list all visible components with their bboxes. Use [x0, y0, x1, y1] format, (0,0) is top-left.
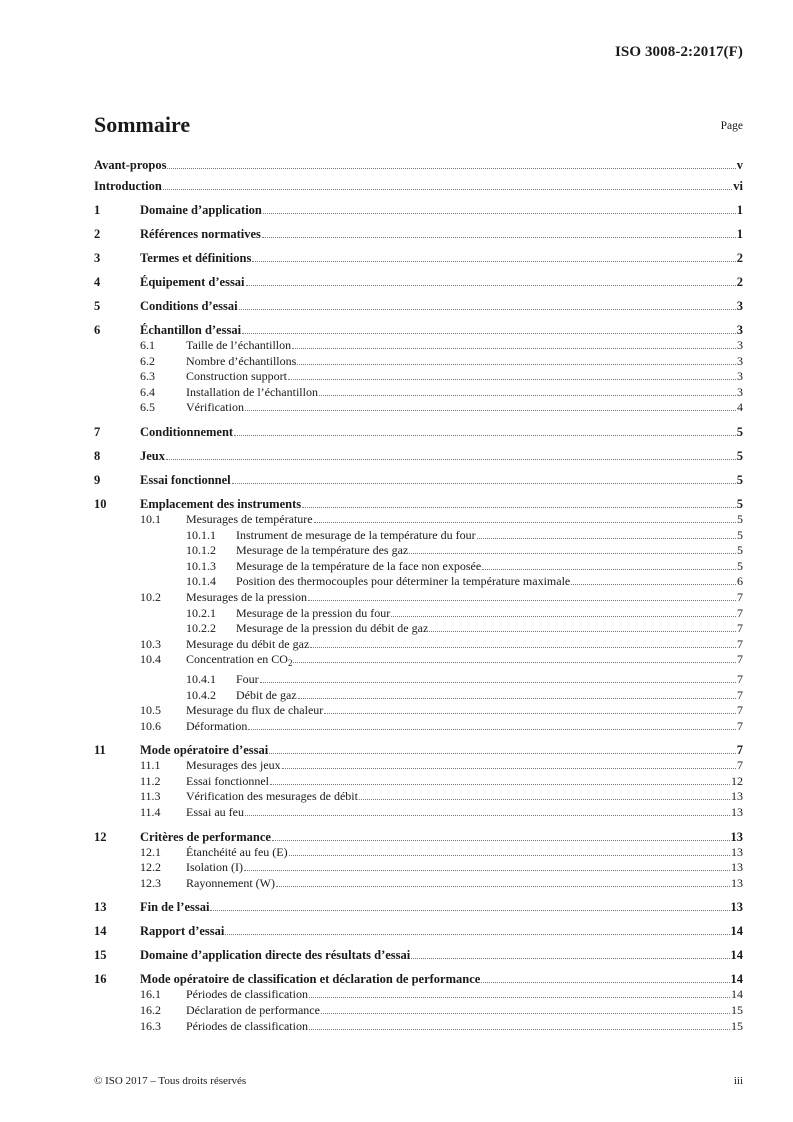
toc-entry-title-text: Critères de performance — [140, 829, 271, 844]
toc-entry-title — [94, 157, 166, 173]
toc-entry[interactable] — [94, 512, 743, 528]
toc-entry-title-text: Mode opératoire de classification et déclaration de performance — [140, 972, 481, 987]
dot-leader — [245, 815, 730, 816]
toc-entry-title — [236, 621, 428, 637]
dot-leader — [289, 855, 730, 856]
toc-entry-title — [140, 424, 233, 440]
toc-entry-title-text: Débit de gaz — [236, 687, 297, 702]
toc-entry-number: 15 — [94, 948, 107, 963]
toc-entry-title-text: Rayonnement (W) — [186, 875, 275, 890]
dot-leader — [309, 1029, 730, 1030]
toc-entry-page: 2 — [736, 251, 743, 265]
toc-entry-title — [186, 805, 244, 821]
toc-entry-number: 4 — [94, 275, 101, 289]
footer-page-number: iii — [733, 1075, 743, 1087]
toc-entry-title — [186, 845, 288, 861]
toc-entry-title-text: Domaine d’application directe des résultats d’essai — [140, 948, 411, 963]
toc-entry-page: 13 — [731, 789, 743, 804]
dot-leader — [239, 309, 736, 310]
toc-entry-title-text: Étanchéité au feu (E) — [186, 844, 288, 859]
dot-leader — [481, 982, 729, 983]
toc-entry-number: 16.1 — [140, 987, 161, 1002]
toc-entry-title-text: Mesurage de la température des gaz — [236, 543, 409, 558]
toc-entry-title-text: Nombre d’échantillons — [186, 353, 297, 368]
toc-entry[interactable] — [94, 424, 743, 440]
toc-entry-page: 3 — [736, 299, 743, 313]
toc-entry-title-text: Mesurage du flux de chaleur — [186, 703, 324, 718]
toc-entry-page: vi — [733, 179, 743, 193]
toc-entry-title — [140, 274, 245, 290]
toc-entry-page: 14 — [730, 948, 743, 963]
toc-entry-page: 13 — [731, 875, 743, 890]
toc-entry-title — [140, 971, 480, 987]
toc-entry[interactable] — [94, 606, 743, 622]
toc-entry[interactable] — [94, 157, 743, 173]
toc-entry[interactable] — [94, 385, 743, 401]
toc-entry-title — [94, 178, 162, 194]
toc-entry-title-text: Mode opératoire d’essai — [140, 743, 269, 758]
dot-leader — [288, 379, 736, 380]
dot-leader — [409, 553, 736, 554]
toc-entry-title-text: Vérification des mesurages de débit — [186, 789, 358, 804]
toc-entry[interactable] — [94, 845, 743, 861]
toc-entry[interactable] — [94, 369, 743, 385]
toc-entry-title — [186, 1019, 308, 1035]
toc-entry[interactable] — [94, 899, 743, 915]
toc-entry-number: 9 — [94, 472, 101, 487]
dot-leader — [321, 1013, 730, 1014]
toc-entry[interactable] — [94, 971, 743, 987]
toc-entry-title — [236, 574, 570, 590]
dot-leader — [319, 395, 736, 396]
toc-entry-title-text: Rapport d’essai — [140, 924, 225, 939]
toc-entry-title — [186, 774, 269, 790]
toc-entry[interactable] — [94, 354, 743, 370]
dot-leader — [244, 870, 730, 871]
toc-entry[interactable] — [94, 574, 743, 590]
toc-entry-title — [186, 719, 247, 735]
dot-leader — [391, 616, 736, 617]
toc-entry-page: 1 — [736, 203, 743, 217]
toc-entry-title — [236, 559, 481, 575]
toc-entry[interactable] — [94, 987, 743, 1003]
toc-entry[interactable] — [94, 226, 743, 242]
toc-entry-title-text: Conditions d’essai — [140, 299, 238, 313]
toc-entry-number: 11.4 — [140, 805, 161, 820]
toc-entry[interactable] — [94, 338, 743, 354]
toc-entry[interactable] — [94, 559, 743, 575]
toc-entry-title — [236, 543, 408, 559]
toc-entry[interactable] — [94, 590, 743, 606]
toc-entry-number: 6.4 — [140, 384, 155, 399]
toc-entry-page: 5 — [737, 543, 743, 558]
toc-entry-number: 10.3 — [140, 636, 161, 651]
toc-entry-page: 14 — [730, 924, 743, 939]
toc-entry[interactable] — [94, 448, 743, 464]
toc-entry-number: 2 — [94, 227, 101, 241]
toc-entry[interactable] — [94, 805, 743, 821]
toc-entry-page: 5 — [736, 496, 743, 511]
toc-entry-number: 10 — [94, 496, 107, 511]
toc-entry-page: 5 — [737, 511, 743, 526]
dot-leader — [298, 698, 736, 699]
toc-entry-title — [186, 652, 292, 672]
toc-entry-number: 10.2.1 — [186, 605, 216, 620]
toc-entry-page: 13 — [730, 900, 743, 915]
toc-entry-title-text: Mesurage de la pression du débit de gaz — [236, 621, 429, 636]
toc-entry-number: 7 — [94, 424, 101, 439]
toc-entry-page: 13 — [731, 805, 743, 820]
toc-entry-title-text: Échantillon d’essai — [140, 323, 242, 337]
toc-entry-page: 5 — [736, 448, 743, 463]
toc-entry-number: 6.2 — [140, 353, 155, 368]
toc-entry[interactable] — [94, 923, 743, 939]
toc-entry-number: 8 — [94, 448, 101, 463]
toc-entry[interactable] — [94, 322, 743, 338]
toc-entry-title-text: Déformation — [186, 718, 248, 733]
toc-entry[interactable] — [94, 742, 743, 758]
toc-entry-title-text: Avant-propos — [94, 158, 167, 172]
toc-entry-title-text: Essai fonctionnel — [140, 472, 231, 487]
toc-entry-title-text: Périodes de classification — [186, 987, 308, 1002]
toc-entry[interactable] — [94, 400, 743, 416]
toc-entry-page: 7 — [737, 758, 743, 773]
toc-entry[interactable] — [94, 789, 743, 805]
toc-entry-number: 3 — [94, 251, 101, 265]
toc-entry-title — [236, 606, 390, 622]
toc-entry-title-text: Références normatives — [140, 227, 261, 241]
toc-entry-page: 3 — [737, 353, 743, 368]
dot-leader — [272, 840, 730, 841]
toc-entry[interactable] — [94, 472, 743, 488]
footer-copyright: © ISO 2017 – Tous droits réservés — [94, 1075, 247, 1087]
dot-leader — [262, 237, 736, 238]
dot-leader — [270, 784, 730, 785]
toc-entry-title-text: Position des thermocouples pour déterminer la température maximale — [236, 574, 571, 589]
toc-entry-number: 10.4.2 — [186, 687, 216, 702]
toc-entry[interactable] — [94, 543, 743, 559]
toc-entry-title — [186, 703, 323, 719]
dot-leader — [248, 729, 736, 730]
toc-entry-number: 11.3 — [140, 789, 161, 804]
toc-entry-number: 10.1.4 — [186, 574, 216, 589]
toc-entry-page: 7 — [737, 652, 743, 667]
toc-entry-title — [140, 829, 271, 845]
dot-leader — [429, 631, 736, 632]
toc-entry-number: 6.5 — [140, 400, 155, 415]
toc-entry[interactable] — [94, 1003, 743, 1019]
toc-entry-page: 5 — [736, 424, 743, 439]
toc-entry-title — [186, 385, 318, 401]
toc-entry-title-text: Construction support — [186, 369, 287, 384]
toc-entry-title-text: Emplacement des instruments — [140, 496, 302, 511]
toc-entry[interactable] — [94, 298, 743, 314]
dot-leader — [245, 410, 736, 411]
toc-entry-title-subscript: 2 — [287, 658, 293, 669]
toc-entry-title — [140, 947, 410, 963]
dot-leader — [482, 569, 736, 570]
toc-entry-number: 10.4.1 — [186, 671, 216, 686]
toc-entry-page: 7 — [737, 671, 743, 686]
toc-entry[interactable] — [94, 719, 743, 735]
dot-leader — [282, 768, 736, 769]
dot-leader — [571, 584, 736, 585]
page-title: Sommaire — [94, 112, 191, 137]
toc-entry-page: 4 — [737, 400, 743, 415]
toc-entry-page: 2 — [736, 275, 743, 289]
document-identifier: ISO 3008-2:2017(F) — [614, 44, 743, 60]
toc-entry-title-text: Mesurage du débit de gaz — [186, 636, 310, 651]
toc-entry-title — [140, 899, 209, 915]
toc-entry[interactable] — [94, 703, 743, 719]
toc-entry-title-text: Four — [236, 671, 259, 686]
toc-entry-title — [186, 637, 309, 653]
toc-entry[interactable] — [94, 652, 743, 672]
toc-entry-number: 12.3 — [140, 875, 161, 890]
toc-entry-number: 11 — [94, 743, 106, 758]
toc-entry-number: 14 — [94, 924, 107, 939]
toc-entry-page: 3 — [737, 369, 743, 384]
dot-leader — [163, 189, 732, 190]
dot-leader — [310, 647, 736, 648]
toc-entry-title — [186, 1003, 320, 1019]
toc-entry-title — [140, 250, 251, 266]
dot-leader — [359, 799, 730, 800]
table-of-contents — [94, 157, 743, 1034]
dot-leader — [232, 483, 736, 484]
toc-entry-title-text: Essai au feu — [186, 805, 244, 820]
toc-entry-title — [140, 202, 262, 218]
toc-entry-title — [186, 758, 281, 774]
toc-entry[interactable] — [94, 1019, 743, 1035]
dot-leader — [269, 753, 736, 754]
toc-entry-title — [140, 472, 231, 488]
toc-entry-number: 6.3 — [140, 369, 155, 384]
toc-entry-number: 6.1 — [140, 338, 155, 352]
toc-entry-page: 14 — [730, 972, 743, 987]
toc-entry-title — [186, 369, 287, 385]
toc-entry-number: 10.2 — [140, 589, 161, 604]
dot-leader — [210, 910, 729, 911]
toc-entry[interactable] — [94, 202, 743, 218]
toc-entry[interactable] — [94, 672, 743, 688]
toc-entry-title — [186, 876, 275, 892]
toc-entry[interactable] — [94, 178, 743, 194]
toc-entry-title-text: Introduction — [94, 179, 162, 193]
toc-entry-number: 16.2 — [140, 1003, 161, 1018]
toc-entry-title — [236, 688, 297, 704]
toc-entry-page: 7 — [736, 743, 743, 758]
dot-leader — [252, 261, 735, 262]
toc-entry-number: 10.6 — [140, 718, 161, 733]
toc-entry-page: 1 — [736, 227, 743, 241]
toc-entry-page: 13 — [731, 844, 743, 859]
toc-entry-title — [140, 923, 224, 939]
toc-entry-page: 14 — [731, 987, 743, 1002]
toc-entry-page: 7 — [737, 636, 743, 651]
toc-entry-title-text: Taille de l’échantillon — [186, 338, 292, 352]
toc-entry-title — [186, 860, 243, 876]
toc-entry-title — [140, 322, 241, 338]
toc-entry-title-text: Conditionnement — [140, 424, 234, 439]
dot-leader — [411, 958, 729, 959]
toc-entry[interactable] — [94, 947, 743, 963]
toc-entry-number: 10.1.2 — [186, 543, 216, 558]
toc-entry-page: 3 — [736, 323, 743, 337]
dot-leader — [477, 538, 736, 539]
dot-leader — [242, 333, 736, 334]
toc-entry[interactable] — [94, 860, 743, 876]
toc-entry-number: 1 — [94, 203, 101, 217]
toc-entry-title-text: Jeux — [140, 448, 165, 463]
toc-entry-title — [186, 354, 296, 370]
toc-entry-page: v — [736, 158, 743, 172]
toc-entry-title-text: Équipement d’essai — [140, 275, 245, 289]
dot-leader — [276, 886, 730, 887]
toc-entry-number: 10.1.3 — [186, 558, 216, 573]
toc-entry-page: 6 — [737, 574, 743, 589]
toc-entry-title — [140, 448, 165, 464]
toc-entry-number: 16.3 — [140, 1018, 161, 1033]
toc-entry-title — [186, 512, 313, 528]
toc-entry-title-text: Essai fonctionnel — [186, 773, 269, 788]
dot-leader — [225, 934, 729, 935]
toc-entry[interactable] — [94, 774, 743, 790]
toc-entry-number: 13 — [94, 900, 107, 915]
toc-entry-page: 3 — [737, 384, 743, 399]
toc-entry-title-text: Vérification — [186, 400, 244, 415]
toc-entry-title — [140, 226, 261, 242]
toc-entry-title — [236, 672, 259, 688]
toc-entry-page: 13 — [730, 829, 743, 844]
toc-entry-title-text: Instrument de mesurage de la température du four — [236, 527, 476, 542]
toc-entry-page: 5 — [736, 472, 743, 487]
toc-entry[interactable] — [94, 250, 743, 266]
toc-entry-page: 7 — [737, 703, 743, 718]
toc-entry-title-text: Isolation (I) — [186, 860, 243, 875]
toc-entry-page: 5 — [737, 558, 743, 573]
dot-leader — [314, 522, 736, 523]
toc-entry[interactable] — [94, 688, 743, 704]
toc-entry[interactable] — [94, 758, 743, 774]
dot-leader — [166, 459, 736, 460]
toc-entry-title — [186, 987, 308, 1003]
toc-entry-title-text: Mesurages des jeux — [186, 758, 281, 773]
toc-entry-title-text: Installation de l’échantillon — [186, 384, 318, 399]
toc-entry-page: 13 — [731, 860, 743, 875]
toc-entry[interactable] — [94, 274, 743, 290]
toc-entry-number: 11.2 — [140, 773, 161, 788]
toc-entry[interactable] — [94, 637, 743, 653]
dot-leader — [234, 435, 736, 436]
toc-entry-title-text: Mesurage de la pression du four — [236, 605, 391, 620]
toc-entry-number: 10.1 — [140, 511, 161, 526]
toc-entry-number: 5 — [94, 299, 101, 313]
toc-entry[interactable] — [94, 496, 743, 512]
toc-entry-title-text: Mesurages de température — [186, 511, 313, 526]
toc-entry-title — [140, 742, 268, 758]
toc-entry-number: 6 — [94, 323, 101, 337]
toc-entry-title — [186, 789, 358, 805]
toc-entry-title-text: Périodes de classification — [186, 1018, 308, 1033]
toc-entry-title-text: Termes et définitions — [140, 251, 252, 265]
toc-entry-number: 10.5 — [140, 703, 161, 718]
toc-entry-page: 3 — [737, 338, 743, 352]
toc-entry-title-text: Mesurage de la température de la face non exposée — [236, 558, 482, 573]
toc-entry-title — [236, 528, 476, 544]
toc-entry-title-text: Fin de l’essai — [140, 900, 210, 915]
dot-leader — [260, 682, 736, 683]
toc-entry-number: 12.1 — [140, 844, 161, 859]
toc-entry-number: 11.1 — [140, 758, 161, 773]
toc-entry-title-text: Déclaration de performance — [186, 1003, 320, 1018]
dot-leader — [292, 348, 736, 349]
page-column-label: Page — [720, 120, 743, 132]
toc-entry[interactable] — [94, 621, 743, 637]
toc-entry-title — [140, 298, 238, 314]
toc-entry-number: 10.1.1 — [186, 527, 216, 542]
dot-leader — [167, 168, 735, 169]
toc-entry-number: 10.2.2 — [186, 621, 216, 636]
toc-entry[interactable] — [94, 829, 743, 845]
dot-leader — [324, 713, 736, 714]
dot-leader — [302, 507, 736, 508]
toc-entry-title — [186, 400, 244, 416]
dot-leader — [309, 997, 730, 998]
dot-leader — [246, 285, 736, 286]
toc-entry-number: 12.2 — [140, 860, 161, 875]
toc-entry-number: 12 — [94, 829, 107, 844]
toc-entry-number: 10.4 — [140, 652, 161, 667]
toc-entry-title-text: Domaine d’application — [140, 203, 262, 217]
dot-leader — [308, 600, 736, 601]
toc-entry-title — [186, 590, 307, 606]
toc-entry-title — [186, 338, 291, 354]
toc-entry-page: 7 — [737, 605, 743, 620]
toc-entry-number: 16 — [94, 972, 107, 987]
toc-entry[interactable] — [94, 876, 743, 892]
toc-entry-page: 7 — [737, 589, 743, 604]
toc-entry-page: 15 — [731, 1018, 743, 1033]
toc-entry-page: 12 — [731, 773, 743, 788]
toc-entry-title-text: Mesurages de la pression — [186, 589, 307, 604]
toc-entry-title — [140, 496, 301, 512]
toc-entry[interactable] — [94, 528, 743, 544]
toc-entry-page: 15 — [731, 1003, 743, 1018]
toc-entry-page: 5 — [737, 527, 743, 542]
dot-leader — [297, 364, 736, 365]
toc-entry-page: 7 — [737, 718, 743, 733]
toc-entry-page: 7 — [737, 687, 743, 702]
dot-leader — [293, 662, 736, 663]
dot-leader — [263, 213, 736, 214]
toc-entry-page: 7 — [737, 621, 743, 636]
toc-entry-title-text: Concentration en CO — [186, 652, 288, 667]
